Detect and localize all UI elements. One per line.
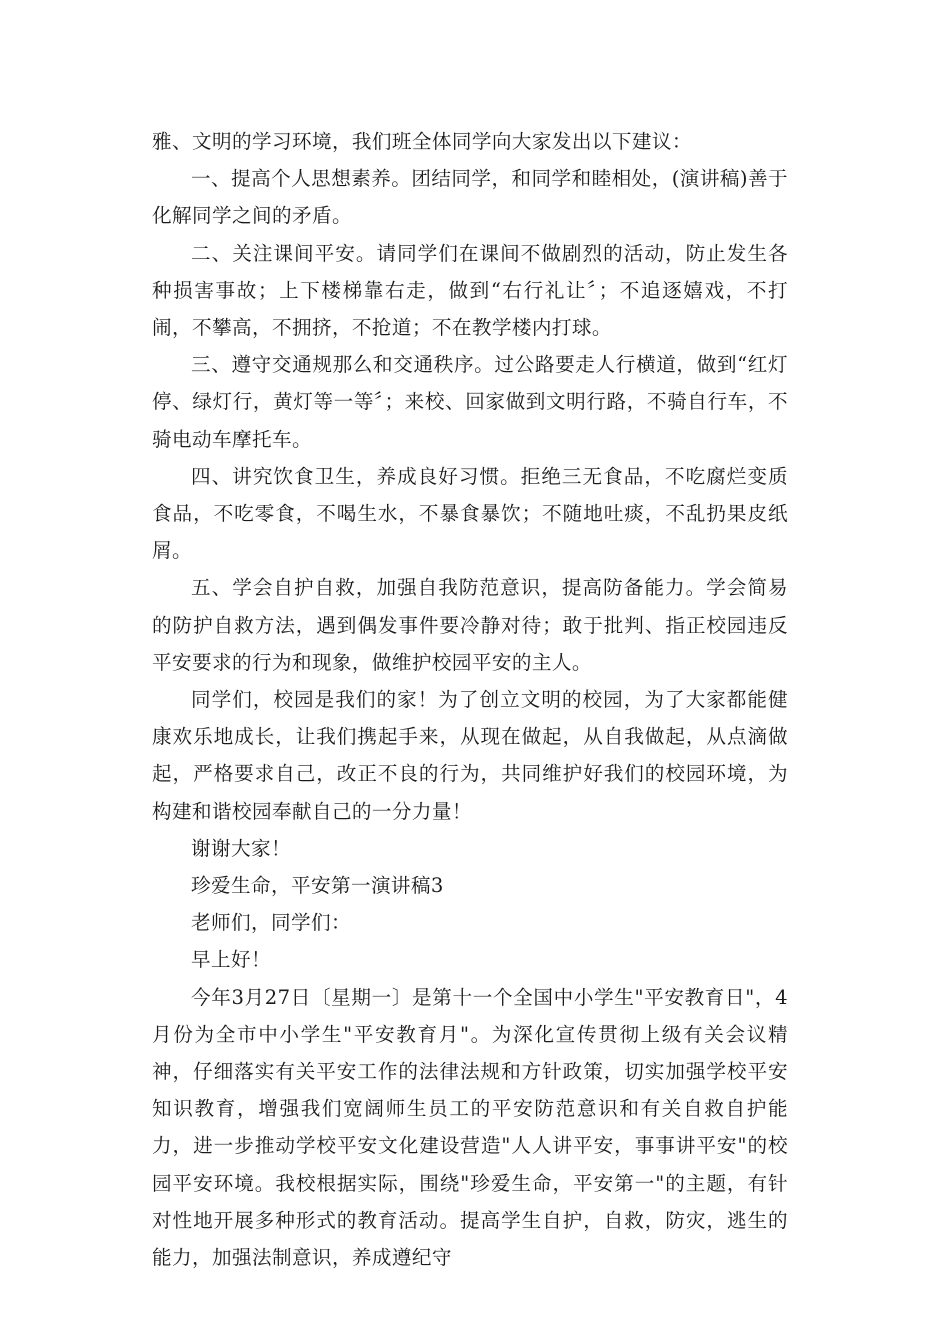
document-body bbox=[152, 123, 788, 1276]
paragraph-thanks: 谢谢大家！ bbox=[191, 836, 291, 860]
paragraph-suggestion-4: 四、讲究饮食卫生，养成良好习惯。拒绝三无食品，不吃腐烂变质食品，不吃零食，不喝生水，不暴食暴饮；不随地吐痰，不乱扔果皮纸屑。 bbox=[152, 464, 788, 563]
paragraph-continuation: 雅、文明的学习环境，我们班全体同学向大家发出以下建议： bbox=[152, 130, 692, 153]
salutation: 老师们，同学们： bbox=[191, 911, 351, 935]
paragraph-suggestion-2: 二、关注课间平安。请同学们在课间不做剧烈的活动，防止发生各种损害事故；上下楼梯靠右走，做到“右行礼让〞；不追逐嬉戏，不打闹，不攀高，不拥挤，不抢道；不在教学楼内打球。 bbox=[152, 241, 788, 340]
paragraph-suggestion-1: 一、提高个人思想素养。团结同学，和同学和睦相处，(演讲稿)善于化解同学之间的矛盾。 bbox=[152, 167, 788, 228]
speech-title: 珍爱生命，平安第一演讲稿3 bbox=[191, 874, 444, 898]
paragraph-suggestion-3: 三、遵守交通规那么和交通秩序。过公路要走人行横道，做到“红灯停、绿灯行，黄灯等一等〞；来校、回家做到文明行路，不骑自行车，不骑电动车摩托车。 bbox=[152, 353, 788, 451]
paragraph-closing-appeal: 同学们，校园是我们的家！为了创立文明的校园，为了大家都能健康欢乐地成长，让我们携起手来，从现在做起，从自我做起，从点滴做起，严格要求自己，改正不良的行为，共同维护好我们的校园环境，为构建和谐校园奉献自己的一分力量！ bbox=[152, 688, 788, 823]
paragraph-suggestion-5: 五、学会自护自救，加强自我防范意识，提高防备能力。学会简易的防护自救方法，遇到偶发事件要冷静对待；敢于批判、指正校园违反平安要求的行为和现象，做维护校园平安的主人。 bbox=[152, 576, 788, 674]
greeting: 早上好！ bbox=[191, 948, 271, 972]
paragraph-intro: 今年3月27日〔星期一〕是第十一个全国中小学生"平安教育日"，4月份为全市中小学生"平安教育月"。为深化宣传贯彻上级有关会议精神，仔细落实有关平安工作的法律法规和方针政策，切实加强学校平安知识教育，增强我们宽阔师生员工的平安防范意识和有关自救自护能力，进一步推动学校平安文化建设营造"人人讲平安，事事讲平安"的校园平安环境。我校根据实际，围绕"珍爱生命，平安第一"的主题，有针对性地开展多种形式的教育活动。提高学生自护，自救，防灾，逃生的能力，加强法制意识，养成遵纪守 bbox=[152, 985, 788, 1270]
